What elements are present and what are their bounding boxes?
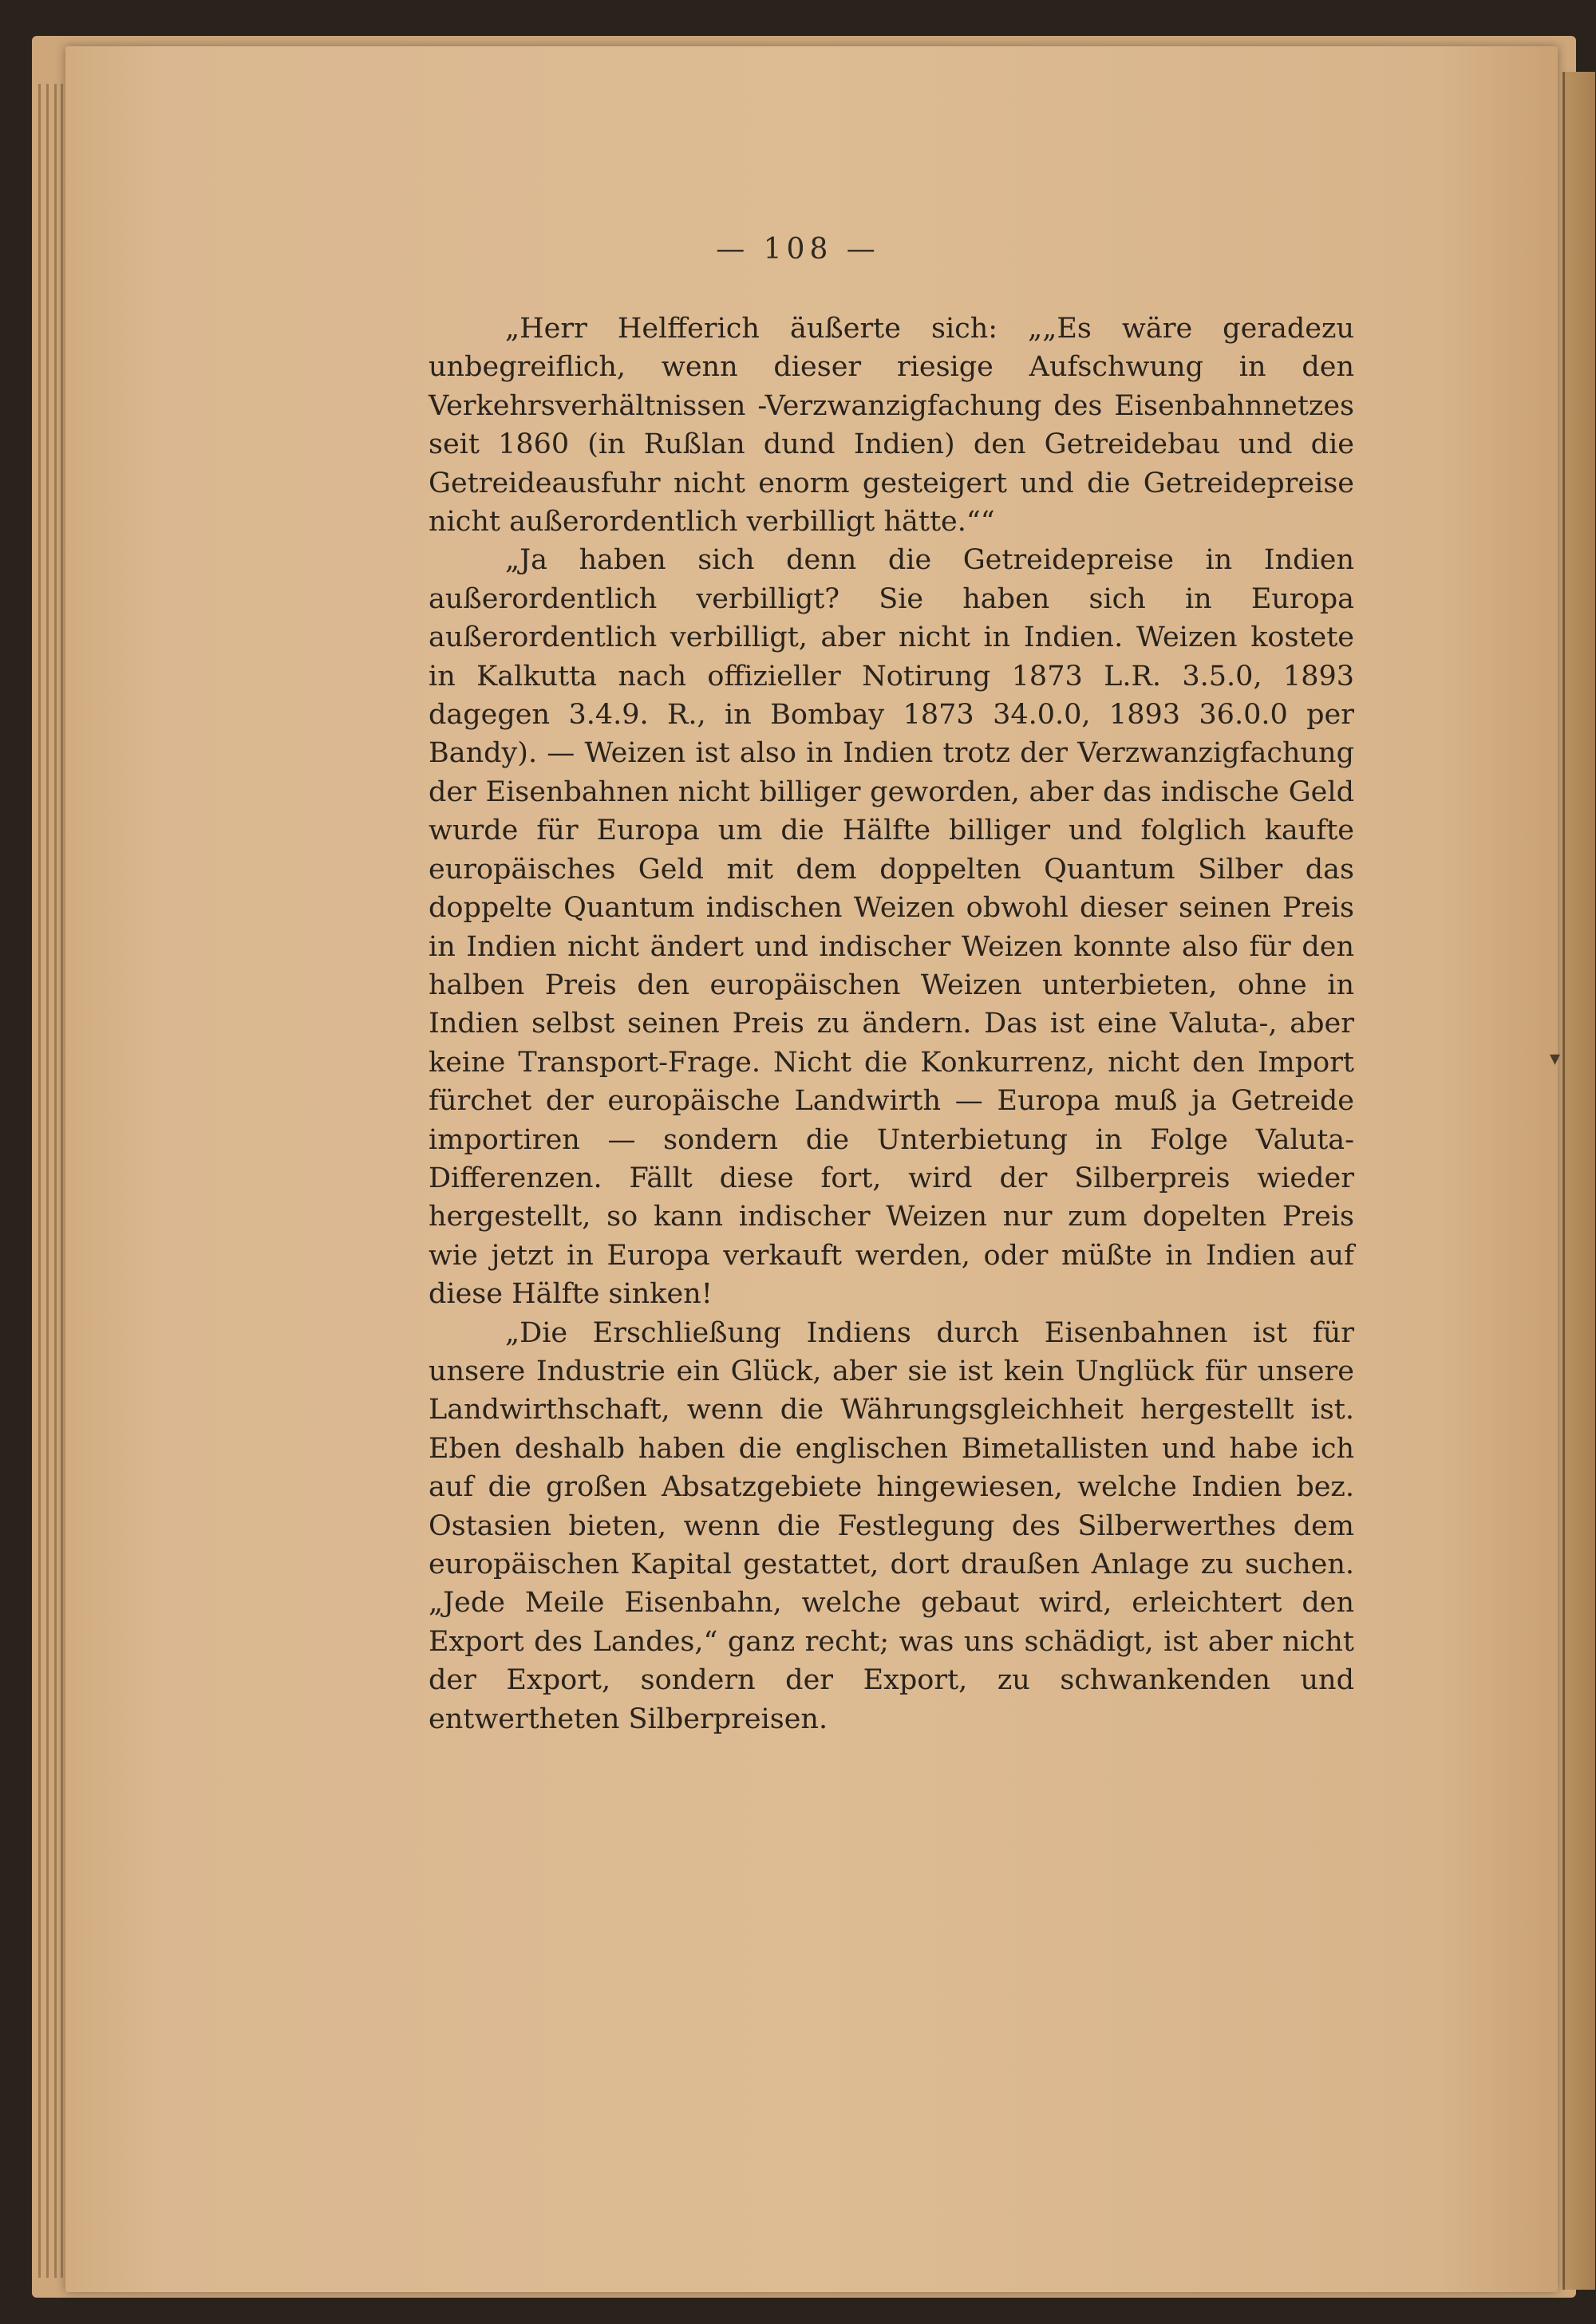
page-number: — 108 —: [716, 233, 880, 266]
margin-mark: ▾: [1550, 1047, 1561, 1071]
page-edge: [46, 84, 49, 2278]
body-text: [429, 310, 1354, 1738]
next-page-edge: [1562, 72, 1595, 2290]
paragraph: „Die Erschließung Indiens durch Eisenbahnen ist für unsere Industrie ein Glück, aber sie ist kein Unglück für unsere Landwirthschaft, wenn die Währungsgleichheit hergestellt ist. Eben deshalb haben die englischen Bimetallisten und habe ich auf die großen Absatzgebiete hingewiesen, welche Indien bez. Ostasien bieten, wenn die Festlegung des Silberwerthes dem europäischen Kapital gestattet, dort draußen Anlage zu suchen. „Jede Meile Eisenbahn, welche gebaut wird, erleichtert den Export des Landes,“ ganz recht; was uns schädigt, ist aber nicht der Export, sondern der Export, zu schwankenden und entwertheten Silberpreisen.: [429, 1316, 1354, 1735]
page-edge: [38, 84, 41, 2278]
paragraph: „Herr Helfferich äußerte sich: „„Es wäre geradezu unbegreiflich, wenn dieser riesige Aufschwung in den Verkehrsverhältnissen -Verzwanzigfachung des Eisenbahnnetzes seit 1860 (in Rußlan dund Indien) den Getreidebau und die Getreideausfuhr nicht enorm gesteigert und die Getreidepreise nicht außerordentlich verbilligt hätte.““: [429, 313, 1354, 539]
paragraph: „Ja haben sich denn die Getreidepreise in Indien außerordentlich verbilligt? Sie haben sich in Europa außerordentlich verbilligt, aber nicht in Indien. Weizen kostete in Kalkutta nach offizieller Notirung 1873 L.R. 3.5.0, 1893 dagegen 3.4.9. R., in Bombay 1873 34.0.0, 1893 36.0.0 per Bandy). — Weizen ist also in Indien trotz der Verzwanzigfachung der Eisenbahnen nicht billiger geworden, aber das indische Geld wurde für Europa um die Hälfte billiger und folglich kaufte europäisches Geld mit dem doppelten Quantum Silber das doppelte Quantum indischen Weizen obwohl dieser seinen Preis in Indien nicht ändert und indischer Weizen konnte also für den halben Preis den europäischen Weizen unterbieten, ohne in Indien selbst seinen Preis zu ändern. Das ist eine Valuta-, aber keine Transport-Frage. Nicht die Konkurrenz, nicht den Import fürchet der europäische Landwirth — Europa muß ja Getreide importiren — sondern die Unterbietung in Folge Valuta-Differenzen. Fällt diese fort, wird der Silberpreis wieder hergestellt, so kann indischer Weizen nur zum dopelten Preis wie jetzt in Europa verkauft werden, oder müßte in Indien auf diese Hälfte sinken!: [429, 544, 1354, 1311]
page-edge: [61, 84, 63, 2278]
page-edge: [54, 84, 57, 2278]
